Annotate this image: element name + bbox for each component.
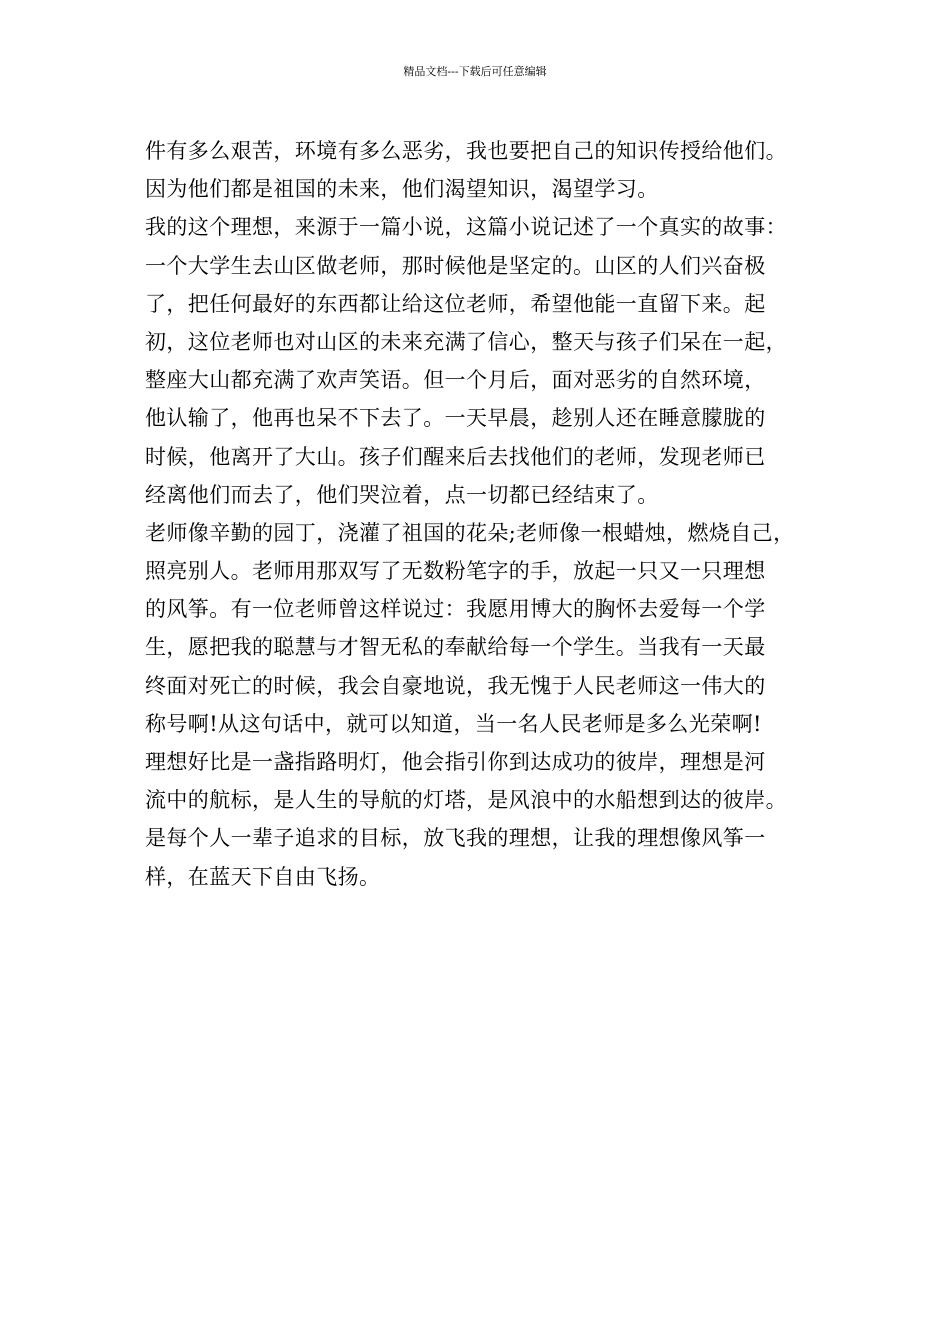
text-line: 终面对死亡的时候，我会自豪地说，我无愧于人民老师这一伟大的 <box>145 673 766 698</box>
text-line: 我的这个理想，来源于一篇小说，这篇小说记述了一个真实的故事： <box>145 215 787 240</box>
text-line: 件有多么艰苦，环境有多么恶劣，我也要把自己的知识传授给他们。 <box>145 139 787 163</box>
text-line: 的风筝。有一位老师曾这样说过：我愿用博大的胸怀去爱每一个学 <box>145 597 766 622</box>
text-line: 一个大学生去山区做老师，那时候他是坚定的。山区的人们兴奋极 <box>145 253 766 278</box>
text-line: 样，在蓝天下自由飞扬。 <box>145 864 381 889</box>
page-header: 精品文档---下载后可任意编辑 <box>403 65 547 78</box>
text-line: 流中的航标，是人生的导航的灯塔，是风浪中的水船想到达的彼岸。 <box>145 788 787 813</box>
text-line: 生，愿把我的聪慧与才智无私的奉献给每一个学生。当我有一天最 <box>145 635 766 660</box>
text-line: 他认输了，他再也呆不下去了。一天早晨，趁别人还在睡意朦胧的 <box>145 406 766 431</box>
text-line: 因为他们都是祖国的未来，他们渴望知识，渴望学习。 <box>145 177 659 202</box>
text-line: 整座大山都充满了欢声笑语。但一个月后，面对恶劣的自然环境， <box>145 368 766 393</box>
text-line: 时候，他离开了大山。孩子们醒来后去找他们的老师，发现老师已 <box>145 444 766 469</box>
text-line: 理想好比是一盏指路明灯，他会指引你到达成功的彼岸，理想是河 <box>145 750 766 774</box>
text-line: 初，这位老师也对山区的未来充满了信心，整天与孩子们呆在一起， <box>145 329 787 354</box>
text-line: 了，把任何最好的东西都让给这位老师，希望他能一直留下来。起 <box>145 291 766 316</box>
text-line: 老师像辛勤的园丁，浇灌了祖国的花朵;老师像一根蜡烛，燃烧自己， <box>145 520 795 545</box>
text-line: 照亮别人。老师用那双写了无数粉笔字的手，放起一只又一只理想 <box>145 559 766 584</box>
text-line: 称号啊!从这句话中，就可以知道，当一名人民老师是多么光荣啊! <box>145 711 762 736</box>
body-text <box>145 132 845 896</box>
text-line: 经离他们而去了，他们哭泣着，点一切都已经结束了。 <box>145 482 659 507</box>
text-line: 是每个人一辈子追求的目标，放飞我的理想，让我的理想像风筝一 <box>145 826 766 851</box>
